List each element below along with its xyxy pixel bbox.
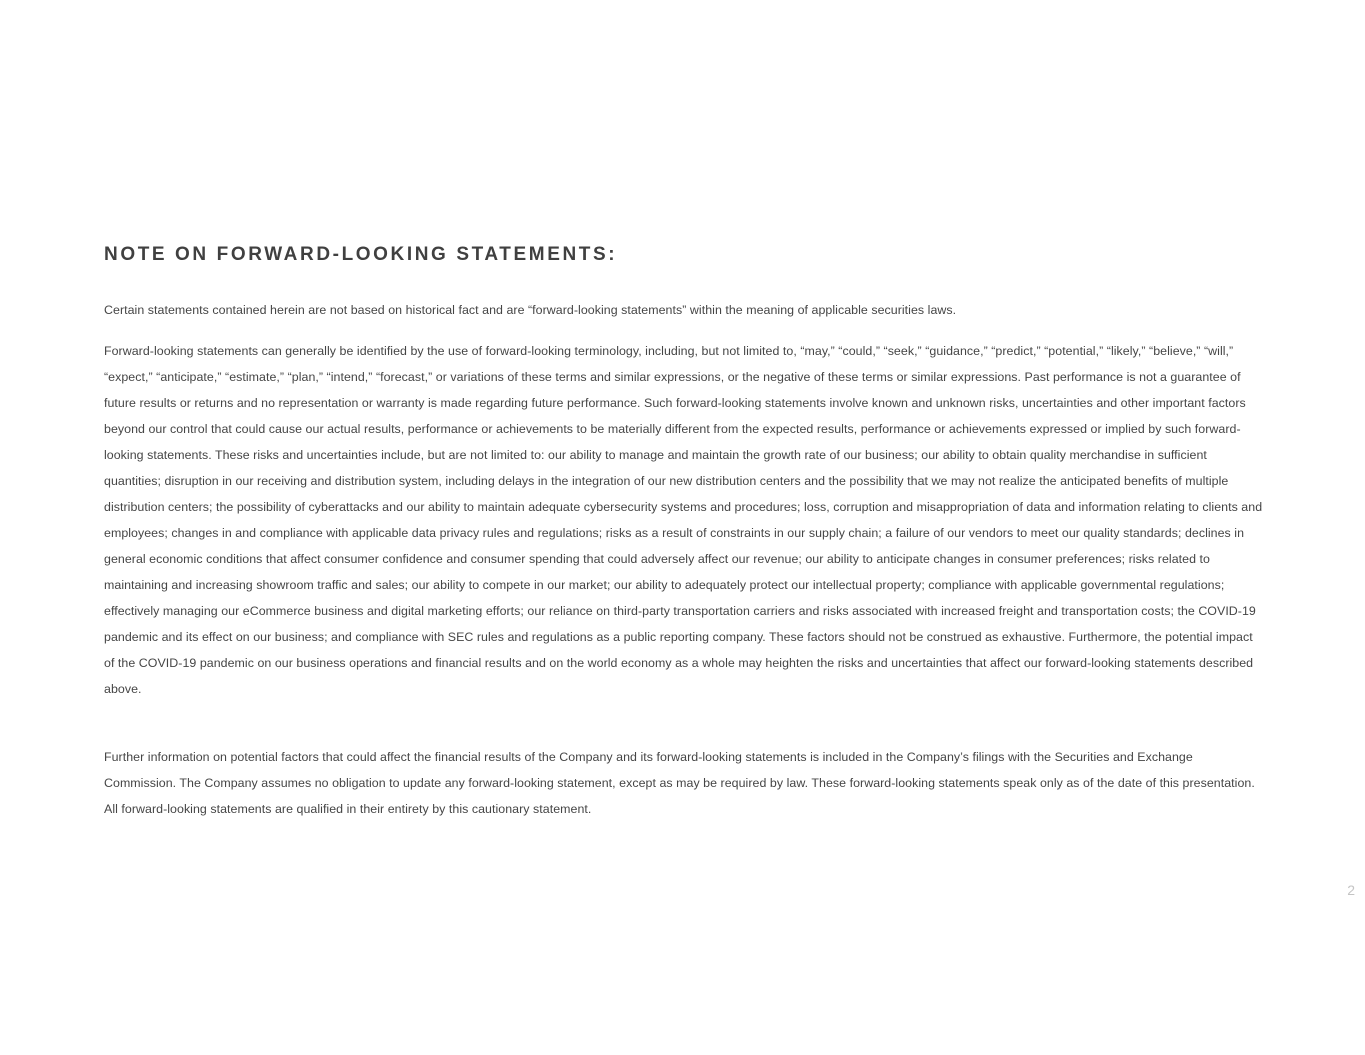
paragraph-risk-factors: Forward-looking statements can generally be identified by the use of forward-looking terminology, including, but not limited to, “may,” “could,” “seek,” “guidance,” “predict,” “potential,” “likely,” “believe,” “will,” “expect,” “anticipate,” “estimate,” “plan,” “intend,” “forecast,” or variations of these terms and similar expressions, or the negative of these terms or similar expressions. Past performance is not a guarantee of future results or returns and no representation or warranty is made regarding future performance. Such forward-looking statements involve known and unknown risks, uncertainties and other important factors beyond our control that could cause our actual results, performance or achievements to be materially different from the expected results, performance or achievements expressed or implied by such forward-looking statements. These risks and uncertainties include, but are not limited to: our ability to manage and maintain the growth rate of our business; our ability to obtain quality merchandise in sufficient quantities; disruption in our receiving and distribution system, including delays in the integration of our new distribution centers and the possibility that we may not realize the anticipated benefits of multiple distribution centers; the possibility of cyberattacks and our ability to maintain adequate cybersecurity systems and procedures; loss, corruption and misappropriation of data and information relating to clients and employees; changes in and compliance with applicable data privacy rules and regulations; risks as a result of constraints in our supply chain; a failure of our vendors to meet our quality standards; declines in general economic conditions that affect consumer confidence and consumer spending that could adversely affect our revenue; our ability to anticipate changes in consumer preferences; risks related to maintaining and increasing showroom traffic and sales; our ability to compete in our market; our ability to adequately protect our intellectual property; compliance with applicable governmental regulations; effectively managing our eCommerce business and digital marketing efforts; our reliance on third-party transportation carriers and risks associated with increased freight and transportation costs; the COVID-19 pandemic and its effect on our business; and compliance with SEC rules and regulations as a public reporting company. These factors should not be construed as exhaustive. Furthermore, the potential impact of the COVID-19 pandemic on our business operations and financial results and on the world economy as a whole may heighten the risks and uncertainties that affect our forward-looking statements described above. — [104, 344, 1263, 696]
paragraph-intro: Certain statements contained herein are not based on historical fact and are “forward-looking statements” within the meaning of applicable securities laws. — [104, 303, 957, 317]
page-number: 2 — [1347, 882, 1355, 898]
paragraph-further-information: Further information on potential factors that could affect the financial results of the Company and its forward-looking statements is included in the Company’s filings with the Securities and Exchange Commission. The Company assumes no obligation to update any forward-looking statement, except as may be required by law. These forward-looking statements speak only as of the date of this presentation. All forward-looking statements are qualified in their entirety by this cautionary statement. — [104, 750, 1255, 816]
page-title: NOTE ON FORWARD-LOOKING STATEMENTS: — [104, 244, 618, 265]
